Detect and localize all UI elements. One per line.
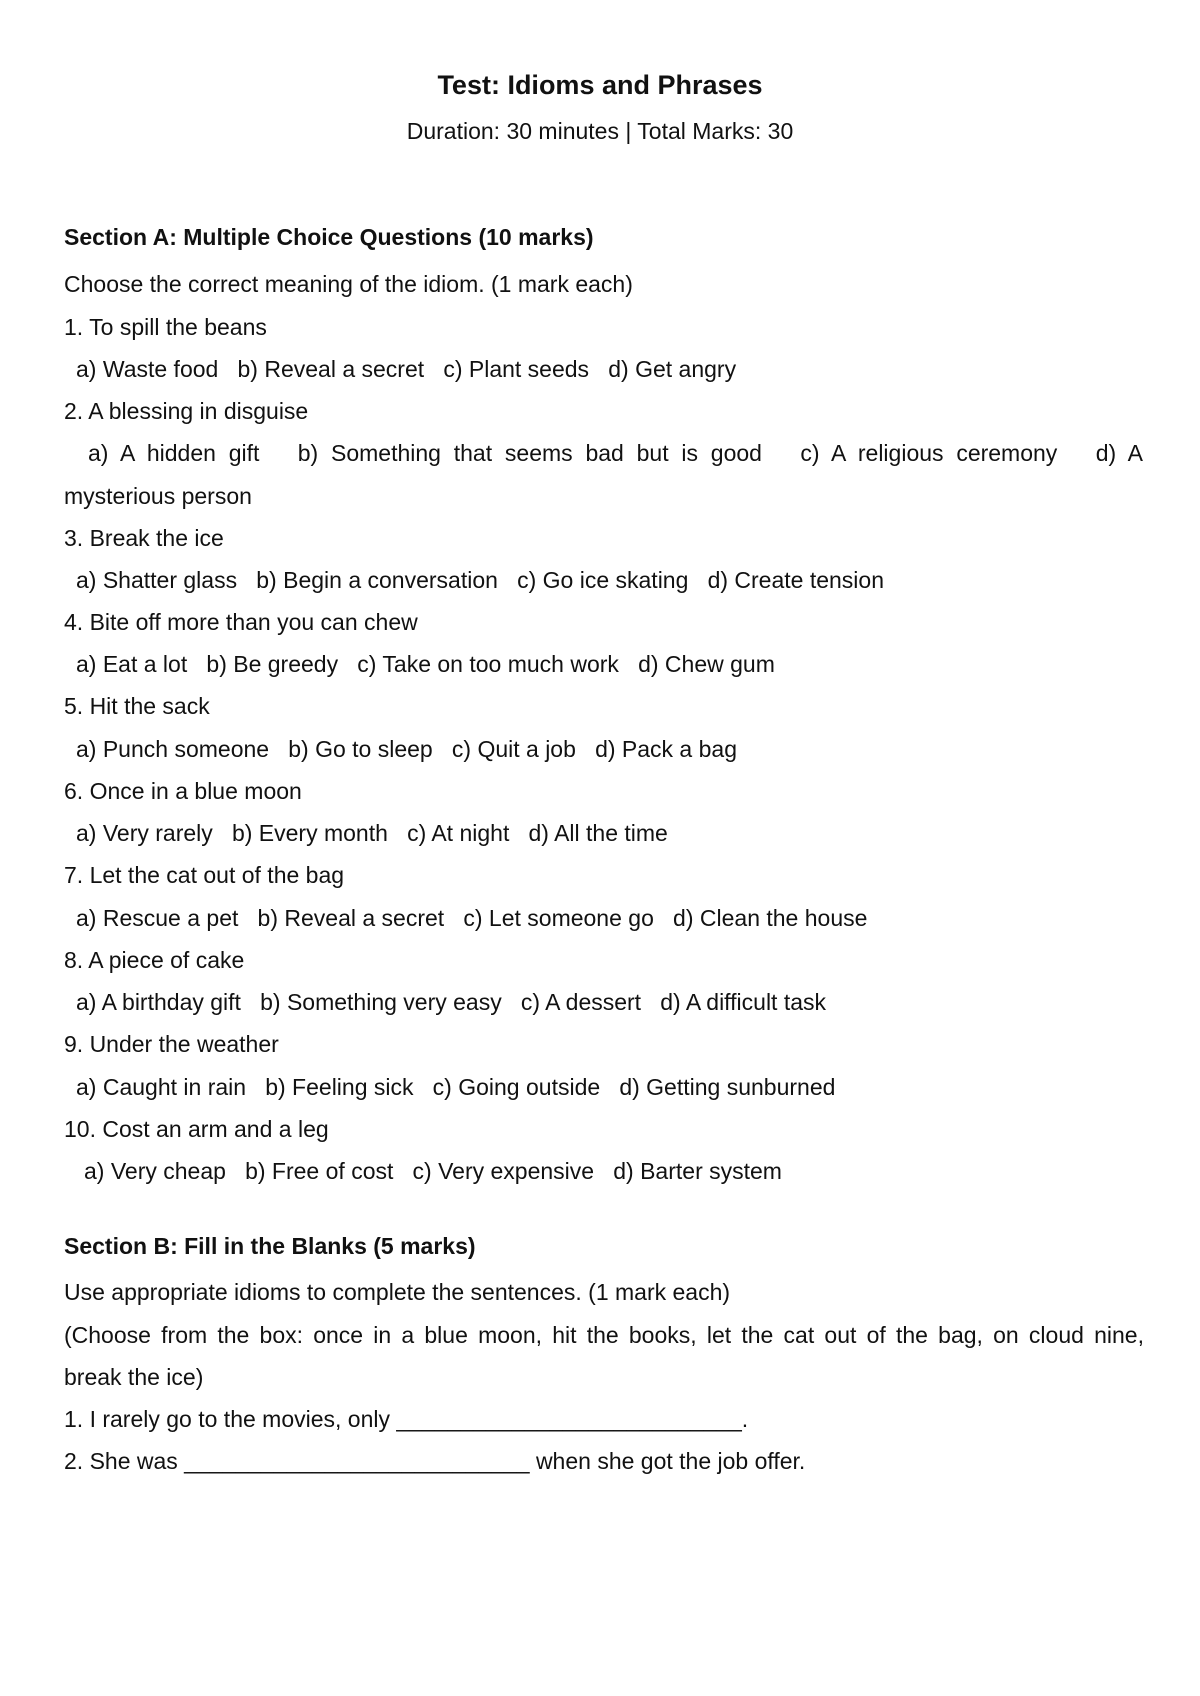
option: d) Chew gum: [638, 651, 775, 677]
section-b-instruction: Use appropriate idioms to complete the sentences. (1 mark each): [64, 1279, 731, 1305]
option: b) Every month: [231, 820, 388, 846]
question-7-options: [76, 903, 1156, 933]
question-4: 4. Bite off more than you can chew: [64, 609, 418, 635]
option: b) Reveal a secret: [257, 905, 445, 931]
option: b) Be greedy: [206, 651, 339, 677]
question-6: 6. Once in a blue moon: [64, 778, 302, 804]
option: c) Take on too much work: [357, 651, 619, 677]
option: d) Clean the house: [673, 905, 868, 931]
page-title: Test: Idioms and Phrases: [437, 70, 763, 100]
question-6-options: [76, 818, 1156, 848]
option: b) Go to sleep: [288, 736, 433, 762]
option: b) Free of cost: [245, 1158, 394, 1184]
option: c) A religious ceremony: [800, 440, 1058, 466]
option: a) Very rarely: [76, 820, 213, 846]
option: c) Let someone go: [463, 905, 654, 931]
option: b) Reveal a secret: [237, 356, 425, 382]
option: a) Punch someone: [76, 736, 270, 762]
test-duration-marks: Duration: 30 minutes | Total Marks: 30: [406, 118, 794, 144]
question-4-options: [76, 649, 1156, 679]
section-a-instruction: Choose the correct meaning of the idiom. (1 mark each): [64, 271, 633, 297]
question-9-options: [76, 1072, 1156, 1102]
option: c) At night: [407, 820, 510, 846]
question-7: 7. Let the cat out of the bag: [64, 862, 345, 888]
option: c) Plant seeds: [443, 356, 590, 382]
question-3: 3. Break the ice: [64, 525, 224, 551]
option: c) Going outside: [432, 1074, 601, 1100]
question-1: 1. To spill the beans: [64, 314, 267, 340]
option: d) Barter system: [613, 1158, 782, 1184]
question-2-options: [88, 438, 1143, 468]
question-5-options: [76, 734, 1156, 764]
question-3-options: [76, 565, 1156, 595]
question-10: 10. Cost an arm and a leg: [64, 1116, 329, 1142]
option: c) Very expensive: [412, 1158, 595, 1184]
question-9: 9. Under the weather: [64, 1031, 279, 1057]
question-5: 5. Hit the sack: [64, 693, 210, 719]
option: a) Shatter glass: [76, 567, 238, 593]
question-2: 2. A blessing in disguise: [64, 398, 309, 424]
question-1-options: [76, 354, 1156, 384]
fill-blank-sentence-2: 2. She was ___________________________ when she got the job offer.: [64, 1448, 806, 1474]
option: d) All the time: [528, 820, 668, 846]
section-b-heading: Section B: Fill in the Blanks (5 marks): [64, 1233, 476, 1259]
option: a) Very cheap: [84, 1158, 226, 1184]
idiom-box-line-1: (Choose from the box: once in a blue moon, hit the books, let the cat out of the bag, on cloud nine,: [64, 1322, 1144, 1348]
question-2-options-continued: mysterious person: [64, 483, 252, 509]
option: a) Rescue a pet: [76, 905, 239, 931]
option: d) Getting sunburned: [619, 1074, 836, 1100]
option: c) A dessert: [520, 989, 642, 1015]
section-a-heading: Section A: Multiple Choice Questions (10 marks): [64, 224, 594, 250]
fill-blank-sentence-1: 1. I rarely go to the movies, only ___________________________.: [64, 1406, 749, 1432]
option: c) Quit a job: [451, 736, 576, 762]
option: b) Something very easy: [260, 989, 502, 1015]
option: d) Pack a bag: [595, 736, 737, 762]
option: d) A: [1095, 440, 1144, 466]
option: c) Go ice skating: [517, 567, 689, 593]
option: a) A birthday gift: [76, 989, 241, 1015]
option: b) Something that seems bad but is good: [297, 440, 762, 466]
option: b) Feeling sick: [265, 1074, 414, 1100]
question-10-options: [84, 1156, 1164, 1186]
option: d) A difficult task: [660, 989, 827, 1015]
option: a) A hidden gift: [88, 440, 260, 466]
option: b) Begin a conversation: [256, 567, 498, 593]
option: a) Waste food: [76, 356, 219, 382]
option: d) Get angry: [608, 356, 737, 382]
option: d) Create tension: [707, 567, 884, 593]
option: a) Eat a lot: [76, 651, 188, 677]
option: a) Caught in rain: [76, 1074, 247, 1100]
idiom-box-line-2: break the ice): [64, 1364, 204, 1390]
question-8: 8. A piece of cake: [64, 947, 245, 973]
question-8-options: [76, 987, 1156, 1017]
